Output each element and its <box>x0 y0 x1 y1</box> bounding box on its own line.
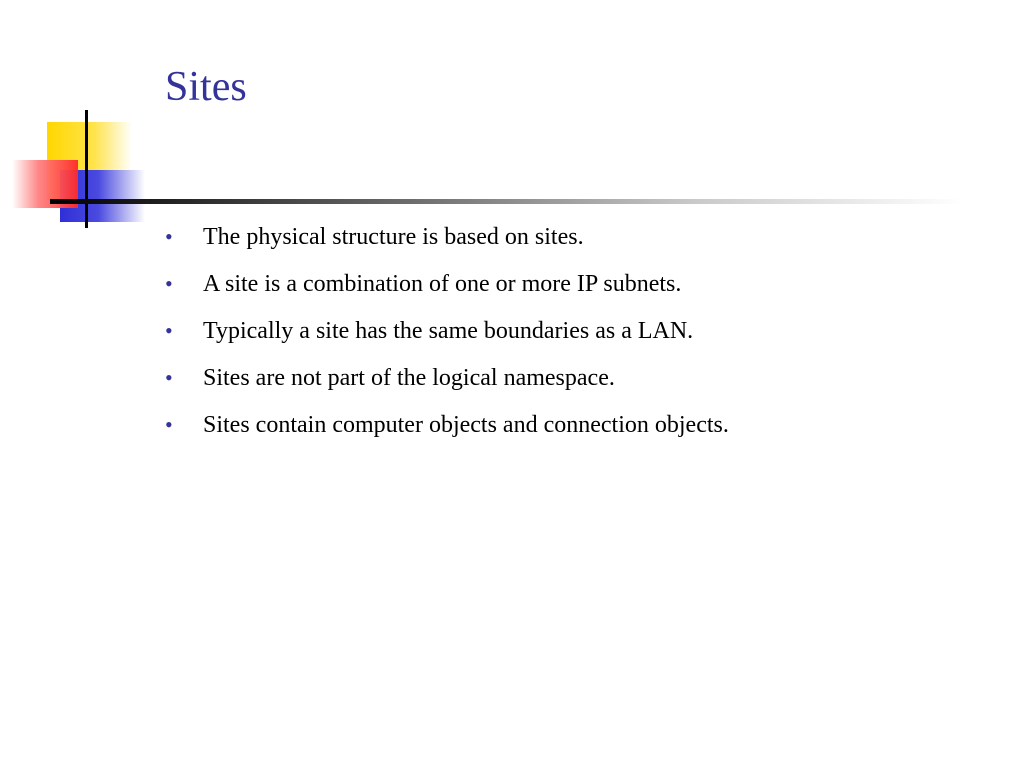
bullet-item <box>165 267 729 314</box>
bullet-text: The physical structure is based on sites. <box>203 224 584 250</box>
bullet-icon: • <box>165 365 173 390</box>
bullet-text: Typically a site has the same boundaries as a LAN. <box>203 318 694 344</box>
bullet-text: Sites contain computer objects and connection objects. <box>203 412 729 438</box>
bullet-icon: • <box>165 271 173 296</box>
bullet-item <box>165 408 729 455</box>
bullet-list <box>165 220 729 455</box>
bullet-icon: • <box>165 412 173 437</box>
bullet-item <box>165 220 729 267</box>
title-divider <box>50 199 964 204</box>
bullet-text: Sites are not part of the logical namespace. <box>203 365 615 391</box>
bullet-item <box>165 361 729 408</box>
bullet-item <box>165 314 729 361</box>
slide-title: Sites <box>165 64 247 110</box>
vertical-line <box>85 110 88 228</box>
bullet-icon: • <box>165 224 173 249</box>
bullet-icon: • <box>165 318 173 343</box>
corner-decoration <box>0 0 160 240</box>
bullet-text: A site is a combination of one or more IP subnets. <box>203 271 682 297</box>
